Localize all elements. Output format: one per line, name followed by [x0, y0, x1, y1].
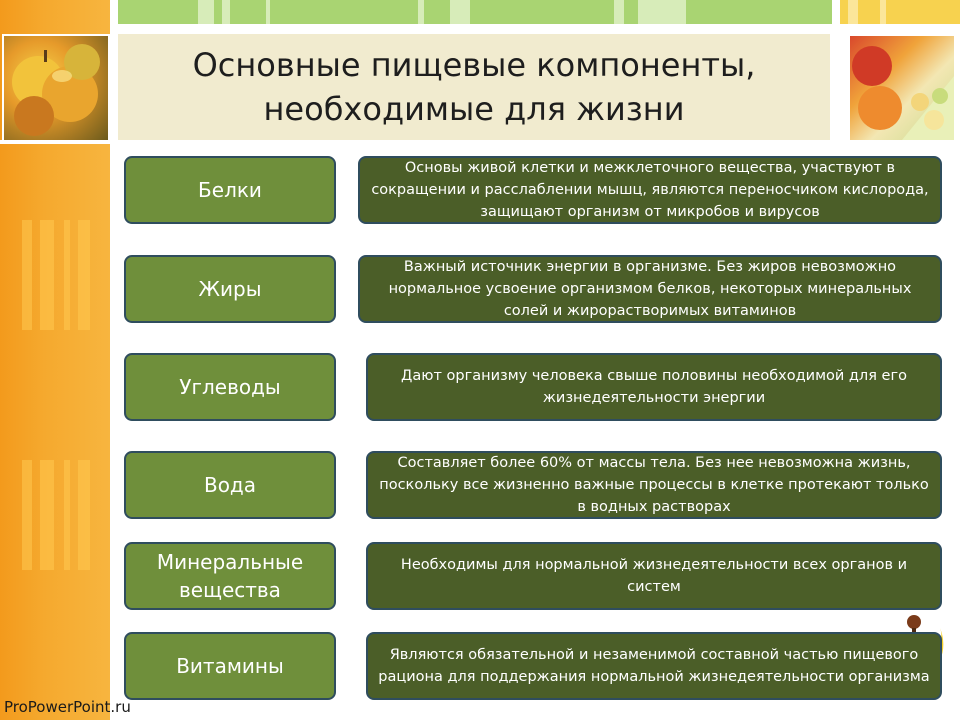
description-vitamins: Являются обязательной и незаменимой составной частью пищевого рациона для поддержания нормальной жизнедеятельности организма	[366, 632, 942, 700]
description-fats: Важный источник энергии в организме. Без жиров невозможно нормальное усвоение организмом белков, некоторых минеральных солей и жирорастворимых витаминов	[358, 255, 942, 323]
top-yellow-band	[840, 0, 960, 24]
fruit-image-left	[2, 34, 110, 142]
label-carbohydrates: Углеводы	[124, 353, 336, 421]
label-minerals: Минеральные вещества	[124, 542, 336, 610]
description-water: Составляет более 60% от массы тела. Без нее невозможна жизнь, поскольку все жизненно важные процессы в клетке протекают только в водных растворах	[366, 451, 942, 519]
watermark-text: ProPowerPoint.ru	[4, 698, 131, 716]
label-fats: Жиры	[124, 255, 336, 323]
description-carbohydrates: Дают организму человека свыше половины необходимой для его жизнедеятельности энергии	[366, 353, 942, 421]
fruit-image-right	[848, 34, 956, 142]
page-title: Основные пищевые компоненты, необходимые для жизни	[192, 46, 756, 128]
top-green-band	[118, 0, 832, 24]
label-vitamins: Витамины	[124, 632, 336, 700]
label-water: Вода	[124, 451, 336, 519]
description-minerals: Необходимы для нормальной жизнедеятельности всех органов и систем	[366, 542, 942, 610]
label-proteins: Белки	[124, 156, 336, 224]
title-panel	[118, 34, 830, 140]
description-proteins: Основы живой клетки и межклеточного вещества, участвуют в сокращении и расслаблении мышц, являются переносчиком кислорода, защищают организм от микробов и вирусов	[358, 156, 942, 224]
